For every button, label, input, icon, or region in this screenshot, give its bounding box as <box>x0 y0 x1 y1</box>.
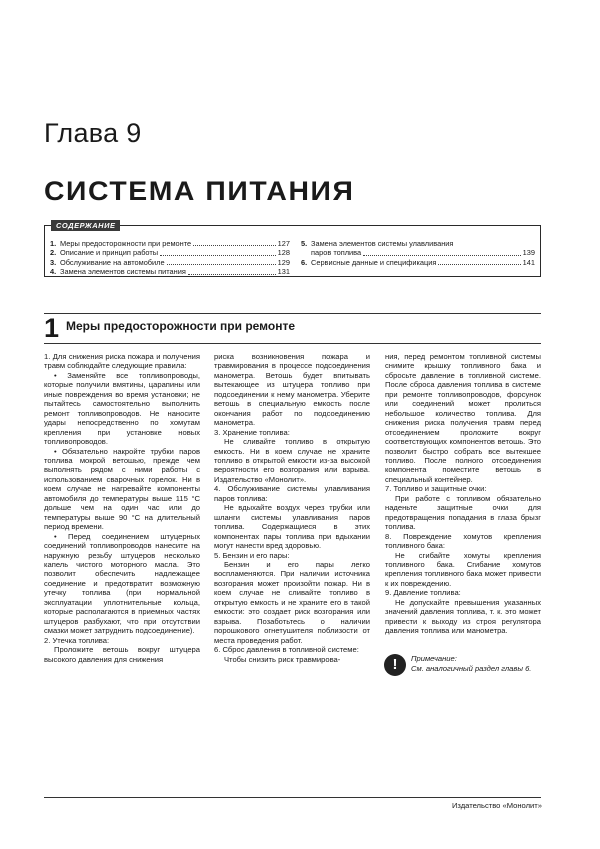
exclamation-icon: ! <box>384 654 406 676</box>
paragraph: 1. Для снижения риска пожара и получения травм соблюдайте следующие правила: <box>44 352 200 371</box>
paragraph: 9. Давление топлива: <box>385 588 461 598</box>
toc-entry[interactable] <box>301 239 535 248</box>
toc-entry-number: 6. <box>301 257 308 267</box>
paragraph: 4. Обслуживание системы улавливания паров топлива: <box>214 484 370 503</box>
toc-dot-leader <box>188 274 276 275</box>
paragraph: 7. Топливо и защитные очки: <box>385 484 487 494</box>
toc-entry-page: 129 <box>277 257 290 267</box>
paragraph: При работе с топливом обязательно наденьте защитные очки для предотвращения попадания в глаза брызг топлива. <box>385 493 541 532</box>
section-top-divider <box>44 313 541 314</box>
toc-entry-title: Замена элементов системы улавливания <box>311 239 454 248</box>
toc-entry-page: 127 <box>277 239 290 248</box>
toc-entry-page: 139 <box>522 248 535 258</box>
toc-entry-title: Описание и принцип работы <box>60 248 159 258</box>
paragraph: риска возникновения пожара и травмирования в процессе подсоединения манометра. Ветошь будет впитывать вытекающее из штуцера топливо при подсоединении к нему манометра. Уберите ветошь в специальную емкость после окончания работ по подсоединению манометра. <box>214 352 370 428</box>
toc-entry[interactable] <box>50 267 290 276</box>
toc-right-column <box>301 239 535 267</box>
toc-entry-number: 3. <box>50 257 57 267</box>
section-number: 1 <box>44 313 60 343</box>
toc-entry-page: 128 <box>277 248 290 258</box>
toc-entry-title: Меры предосторожности при ремонте <box>60 239 192 248</box>
paragraph: • Заменяйте все топливопроводы, которые получили вмятины, царапины или иные повреждения во время установки; не пытайтесь самостоятельно выполнить ремонт топливопроводов. Не наносите удары непосредственно по хомутам крепления при установке новых топливопроводов. <box>44 370 200 447</box>
toc-entry-title: Обслуживание на автомобиле <box>60 257 165 267</box>
paragraph: • Перед соединением штуцерных соединений топливопроводов нанесите на наружную резьбу штуцеров несколько капель чистого моторного масла. Это позволит обеспечить надлежащее соединение и предотвратит возможную утечку топлива (при нормальной эксплуатации уплотнительные кольца, которые располагаются в приемных частях штуцеров разбухают, что при отсутствии смазки может затруднить подсоединение). <box>44 531 200 636</box>
table-of-contents <box>44 221 541 277</box>
toc-entry-title: Сервисные данные и спецификация <box>311 257 437 267</box>
text-column-1 <box>44 352 200 664</box>
toc-entry-title: паров топлива <box>311 248 362 258</box>
note-box <box>384 654 544 684</box>
text-column-3 <box>385 352 541 636</box>
toc-dot-leader <box>167 264 276 265</box>
paragraph: Не допускайте превышения указанных значений давления топлива, т. к. это может привести к выходу из строя регулятора давления топлива или манометра. <box>385 597 541 636</box>
paragraph: Не вдыхайте воздух через трубки или шланги системы улавливания паров топлива. Содержащиеся в этих компонентах пары топлива при вдыхании могут нанести вред здоровью. <box>214 503 370 551</box>
toc-dot-leader <box>363 255 521 256</box>
paragraph: Не сгибайте хомуты крепления топливного бака. Сгибание хомутов крепления топливного бака может привести к их повреждению. <box>385 550 541 588</box>
toc-dot-leader <box>193 245 276 246</box>
paragraph: 5. Бензин и его пары: <box>214 550 290 560</box>
paragraph: Бензин и его пары легко воспламеняются. При наличии источника возгорания может произойти пожар. Ни в коем случае не сливайте топливо в открытую емкость и не храните его в такой емкости: это создает риск возгорания или взрыва. Позаботьтесь о наличии порошкового огнетушителя поблизости от места проведения работ. <box>214 559 370 645</box>
paragraph: 8. Повреждение хомутов крепления топливного бака: <box>385 531 541 551</box>
paragraph: • Обязательно накройте трубки паров топлива мокрой ветошью, прежде чем выполнять рядом с ними работы с использованием сварочных горелок. Ни в коем случае не нагревайте компоненты автомобиля до температуры выше 115 °С дольше чем на один час или до температуры выше 90 °С на длительный период времени. <box>44 446 200 532</box>
chapter-label: Глава 9 <box>44 118 142 148</box>
paragraph: 6. Сброс давления в топливной системе: <box>214 645 359 655</box>
toc-entry-page: 141 <box>522 257 535 267</box>
footer-publisher: Издательство «Монолит» <box>451 801 542 810</box>
toc-entry[interactable] <box>50 239 290 248</box>
note-text: См. аналогичный раздел главы 6. <box>411 664 532 673</box>
toc-header: СОДЕРЖАНИЕ <box>51 220 120 231</box>
toc-entry-number: 4. <box>50 267 57 277</box>
paragraph: ния, перед ремонтом топливной системы снимите крышку топливного бака и сбросьте давление в топливной системе. После сброса давления топлива в системе при ремонте топливопроводов, форсунок или соединений может пролиться небольшое количество топлива. Для снижения риска получения травм перед отсоединением проложите вокруг соответствующих компонентов ветошь. Это позволит быстро собрать все вытекшее топливо. После полного отсоединения компонента поместите ветошь в специальный контейнер. <box>385 352 541 484</box>
toc-entry-page: 131 <box>277 267 290 277</box>
footer-divider <box>44 797 541 798</box>
chapter-title: СИСТЕМА ПИТАНИЯ <box>44 176 355 206</box>
toc-entry[interactable] <box>301 258 535 267</box>
toc-left-column <box>50 239 290 277</box>
note-title: Примечание: <box>411 654 457 663</box>
paragraph: Проложите ветошь вокруг штуцера высокого давления для снижения <box>44 645 200 664</box>
toc-entry-number: 1. <box>50 239 57 248</box>
text-column-2 <box>214 352 370 664</box>
toc-entry-title: Замена элементов системы питания <box>60 267 186 277</box>
toc-dot-leader <box>160 255 276 256</box>
toc-entry[interactable] <box>50 248 290 257</box>
section-bottom-divider <box>44 343 541 344</box>
toc-entry-number: 5. <box>301 239 308 248</box>
paragraph: 2. Утечка топлива: <box>44 635 110 645</box>
toc-entry[interactable] <box>50 258 290 267</box>
paragraph: Чтобы снизить риск травмирова- <box>224 654 341 664</box>
toc-dot-leader <box>438 264 520 265</box>
toc-entry-number: 2. <box>50 248 57 258</box>
paragraph: 3. Хранение топлива: <box>214 427 290 437</box>
section-title: Меры предосторожности при ремонте <box>66 319 296 333</box>
paragraph: Не сливайте топливо в открытую емкость. Ни в коем случае не храните топливо в открытой емкости из-за высокой вероятности его возгорания или взрыва. Издательство «Монолит». <box>214 437 370 484</box>
toc-entry[interactable] <box>301 248 535 257</box>
